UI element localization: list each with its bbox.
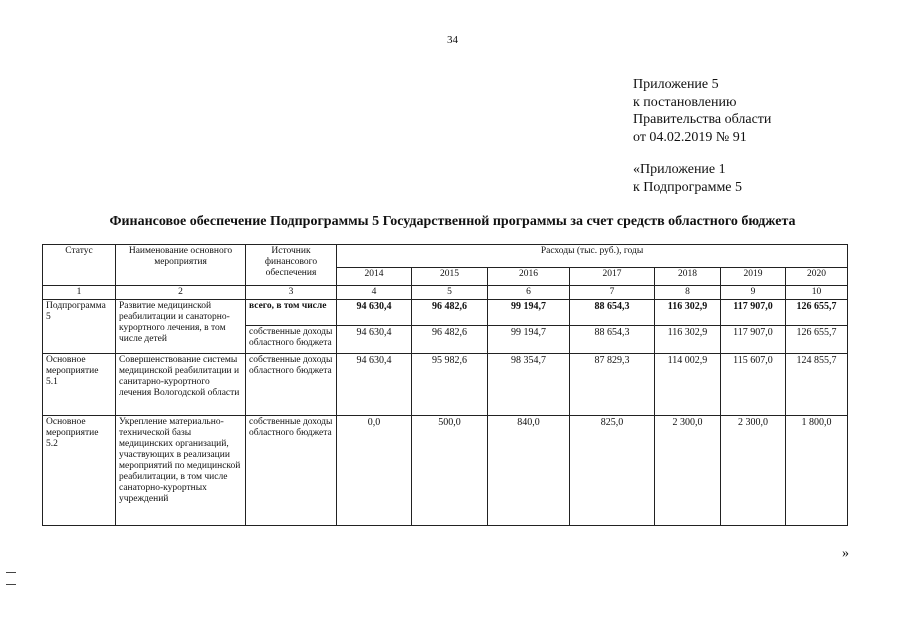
page-number: 34 <box>447 34 458 46</box>
column-number: 3 <box>246 286 337 300</box>
expense-value: 115 607,0 <box>721 354 786 416</box>
appendix-line: Приложение 5 <box>633 77 719 92</box>
expense-value: 126 655,7 <box>786 326 848 354</box>
expense-value: 96 482,6 <box>412 326 488 354</box>
expense-value: 116 302,9 <box>655 326 721 354</box>
expense-value: 2 300,0 <box>721 416 786 526</box>
header-status: Статус <box>43 245 116 286</box>
header-year: 2019 <box>721 268 786 286</box>
expense-value: 1 800,0 <box>786 416 848 526</box>
expense-value: 825,0 <box>570 416 655 526</box>
row-source: собственные доходы областного бюджета <box>246 354 337 416</box>
table-row <box>43 416 848 526</box>
closing-quote: » <box>842 546 849 561</box>
row-source: всего, в том числе <box>246 300 337 326</box>
expense-value: 98 354,7 <box>488 354 570 416</box>
expense-value: 96 482,6 <box>412 300 488 326</box>
row-status: Основное мероприятие 5.2 <box>43 416 116 526</box>
header-year: 2014 <box>337 268 412 286</box>
appendix-line: от 04.02.2019 № 91 <box>633 129 747 145</box>
column-number: 7 <box>570 286 655 300</box>
expense-value: 840,0 <box>488 416 570 526</box>
row-activity: Укрепление материально-технической базы медицинских организаций, участвующих в реализации мероприятий по медицинской реабилитации, в том числе санаторно-курортных учреждений <box>116 416 246 526</box>
row-status: Основное мероприятие 5.1 <box>43 354 116 416</box>
row-source: собственные доходы областного бюджета <box>246 326 337 354</box>
expense-value: 500,0 <box>412 416 488 526</box>
table-body <box>43 245 848 526</box>
expense-value: 99 194,7 <box>488 300 570 326</box>
header-year: 2018 <box>655 268 721 286</box>
expense-value: 117 907,0 <box>721 300 786 326</box>
row-status: Подпрограмма 5 <box>43 300 116 354</box>
header-expenses: Расходы (тыс. руб.), годы <box>337 245 848 268</box>
appendix-subline: «Приложение 1 <box>633 162 726 177</box>
header-activity: Наименование основного мероприятия <box>116 245 246 286</box>
header-year: 2015 <box>412 268 488 286</box>
column-number: 4 <box>337 286 412 300</box>
header-year: 2017 <box>570 268 655 286</box>
row-source: собственные доходы областного бюджета <box>246 416 337 526</box>
expense-value: 94 630,4 <box>337 354 412 416</box>
row-activity: Развитие медицинской реабилитации и санаторно-курортного лечения, в том числе детей <box>116 300 246 354</box>
header-source: Источник финансового обеспечения <box>246 245 337 286</box>
header-year: 2020 <box>786 268 848 286</box>
expense-value: 2 300,0 <box>655 416 721 526</box>
expense-value: 87 829,3 <box>570 354 655 416</box>
table-row <box>43 300 848 326</box>
expense-value: 88 654,3 <box>570 326 655 354</box>
expense-value: 0,0 <box>337 416 412 526</box>
column-number: 1 <box>43 286 116 300</box>
expense-value: 126 655,7 <box>786 300 848 326</box>
expense-value: 88 654,3 <box>570 300 655 326</box>
column-number: 6 <box>488 286 570 300</box>
table-row <box>43 354 848 416</box>
header-row <box>43 245 848 268</box>
document-title: Финансовое обеспечение Подпрограммы 5 Государственной программы за счет средств областного бюджета <box>109 214 796 229</box>
appendix-subline: к Подпрограмме 5 <box>633 179 743 195</box>
column-number: 8 <box>655 286 721 300</box>
appendix-line: к постановлению <box>633 94 737 110</box>
header-year: 2016 <box>488 268 570 286</box>
margin-mark <box>6 572 16 573</box>
expense-value: 124 855,7 <box>786 354 848 416</box>
margin-mark <box>6 584 16 585</box>
appendix-line: Правительства области <box>633 112 772 127</box>
expense-value: 114 002,9 <box>655 354 721 416</box>
appendix-block <box>633 76 771 196</box>
row-activity: Совершенствование системы медицинской реабилитации и санитарно-курортного лечения Вологодской области <box>116 354 246 416</box>
column-number-row <box>43 286 848 300</box>
expense-value: 99 194,7 <box>488 326 570 354</box>
expense-value: 117 907,0 <box>721 326 786 354</box>
financing-table <box>42 244 848 526</box>
expense-value: 95 982,6 <box>412 354 488 416</box>
expense-value: 116 302,9 <box>655 300 721 326</box>
column-number: 5 <box>412 286 488 300</box>
expense-value: 94 630,4 <box>337 326 412 354</box>
column-number: 10 <box>786 286 848 300</box>
column-number: 9 <box>721 286 786 300</box>
expense-value: 94 630,4 <box>337 300 412 326</box>
column-number: 2 <box>116 286 246 300</box>
